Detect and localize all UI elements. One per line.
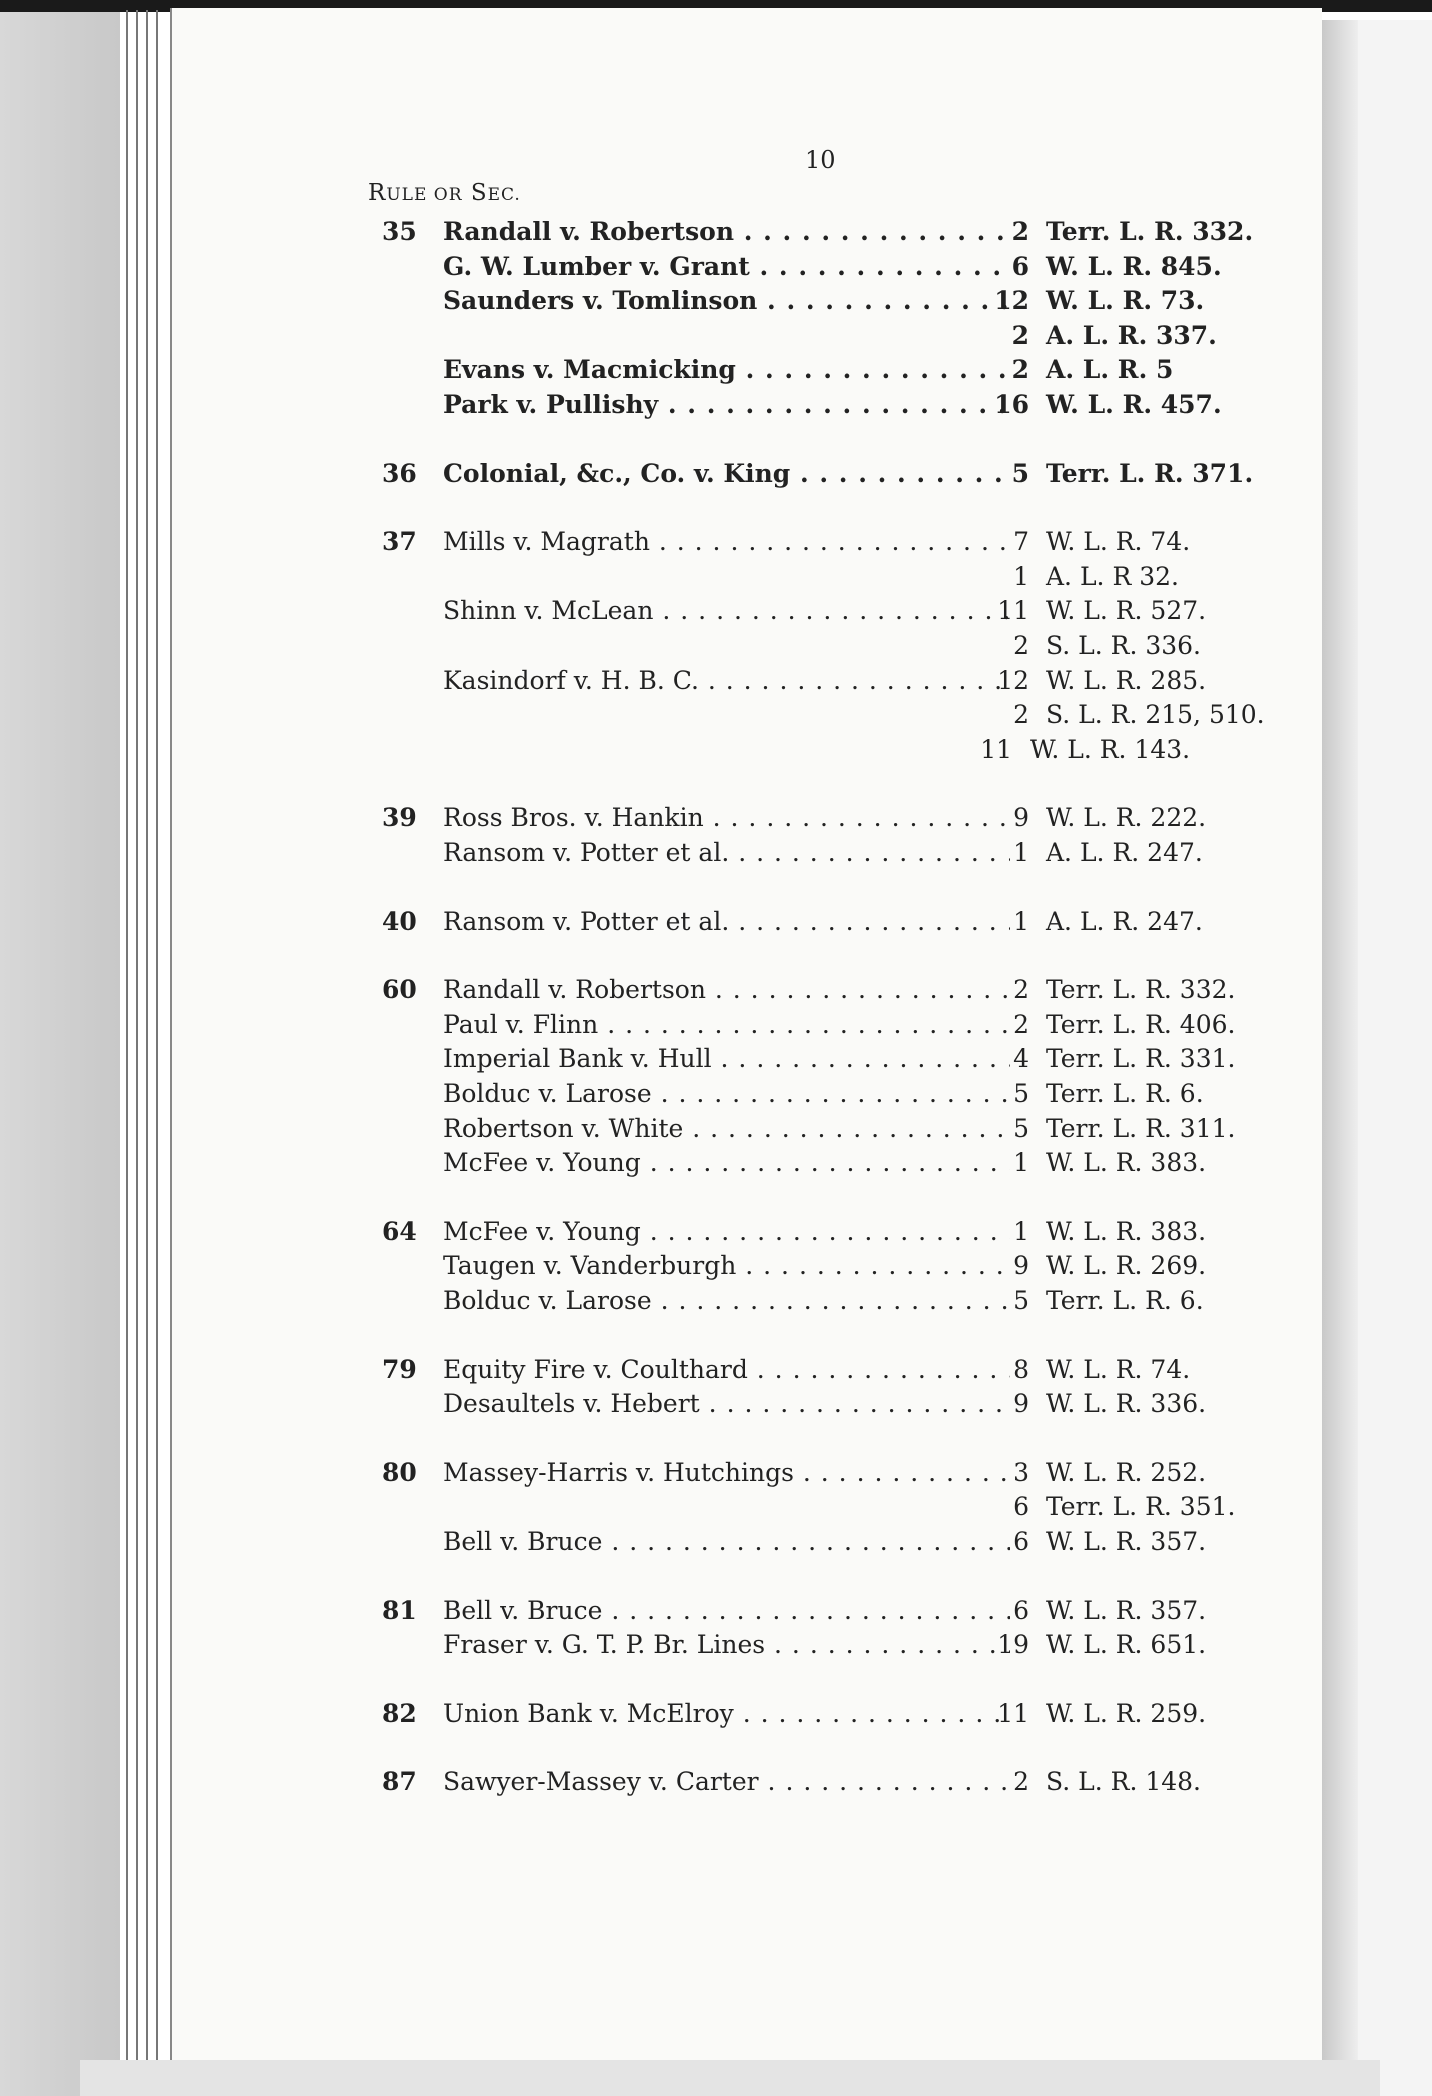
report-volume: 2 (1011, 355, 1029, 385)
case-name: Desaultels v. Hebert . . . (443, 1388, 1010, 1420)
citation-row (0, 1354, 1432, 1386)
report-volume: 4 (1013, 1044, 1029, 1074)
report-volume: 9 (1013, 803, 1029, 833)
report-reference: W. L. R. 845. (1046, 251, 1222, 281)
citation-row (0, 1766, 1432, 1798)
report-volume: 2 (1013, 1767, 1029, 1797)
report-reference: W. L. R. 74. (1046, 1354, 1191, 1384)
page-number: 10 (805, 146, 836, 174)
report-volume: 6 (1013, 1527, 1029, 1556)
case-name: Randall v. Robertson . . . (443, 216, 1010, 248)
report-volume: 11 (997, 1698, 1029, 1728)
report-reference: W. L. R. 357. (1046, 1527, 1207, 1556)
citation-row (0, 1388, 1432, 1420)
report-reference: Terr. L. R. 6. (1046, 1079, 1204, 1108)
report-volume: 2 (1013, 975, 1029, 1005)
report-reference: Terr. L. R. 371. (1046, 458, 1254, 488)
citation-row (0, 1457, 1432, 1489)
case-name: Colonial, &c., Co. v. King . . . (443, 458, 1010, 490)
rule-number: 35 (382, 217, 417, 246)
citation-row (0, 734, 1432, 766)
rule-number: 82 (382, 1698, 417, 1728)
report-reference: Terr. L. R. 6. (1046, 1286, 1204, 1315)
report-reference: W. L. R. 269. (1046, 1251, 1207, 1281)
citation-row (0, 665, 1432, 697)
report-reference: W. L. R. 527. (1046, 596, 1207, 626)
report-volume: 1 (1013, 561, 1029, 591)
citation-row (0, 1250, 1432, 1282)
case-name: Massey-Harris v. Hutchings . . . (443, 1457, 1010, 1489)
report-volume: 11 (980, 734, 1012, 764)
case-name: Park v. Pullishy . . . (443, 389, 1010, 421)
report-reference: Terr. L. R. 311. (1046, 1113, 1236, 1143)
citation-row (0, 561, 1432, 593)
citation-row (0, 1147, 1432, 1179)
case-name: Paul v. Flinn . . . (443, 1009, 1010, 1041)
rule-number: 37 (382, 527, 417, 557)
report-reference: S. L. R. 148. (1046, 1767, 1202, 1797)
citation-row (0, 906, 1432, 938)
report-volume: 8 (1013, 1354, 1029, 1384)
case-name: Mills v. Magrath . . . (443, 526, 1010, 558)
report-volume: 2 (1013, 631, 1029, 660)
report-volume: 9 (1013, 1389, 1029, 1419)
citation-row (0, 837, 1432, 869)
report-volume: 6 (1013, 1492, 1029, 1522)
report-volume: 2 (1011, 217, 1029, 246)
report-reference: A. L. R 32. (1046, 561, 1179, 591)
report-reference: W. L. R. 383. (1046, 1148, 1207, 1178)
rule-number: 81 (382, 1595, 417, 1625)
report-reference: W. L. R. 285. (1046, 665, 1207, 695)
citation-row (0, 526, 1432, 558)
case-name: Union Bank v. McElroy . . . (443, 1698, 1010, 1730)
report-reference: W. L. R. 222. (1046, 803, 1207, 833)
report-reference: Terr. L. R. 332. (1046, 975, 1236, 1005)
citation-row (0, 216, 1432, 248)
column-header-rest: ULE OR (386, 185, 463, 205)
report-volume: 5 (1013, 1113, 1029, 1143)
case-name: Robertson v. White . . . (443, 1113, 1010, 1145)
report-volume: 1 (1013, 1216, 1029, 1246)
rule-number: 64 (382, 1216, 417, 1246)
report-reference: A. L. R. 5 (1046, 355, 1174, 385)
report-reference: W. L. R. 73. (1046, 286, 1205, 316)
report-volume: 7 (1013, 527, 1029, 557)
report-reference: S. L. R. 336. (1046, 631, 1202, 660)
report-reference: W. L. R. 252. (1046, 1457, 1207, 1487)
column-header-initial: R (368, 180, 387, 206)
case-name: Ransom v. Potter et al. . . . (443, 837, 1010, 869)
case-name: G. W. Lumber v. Grant . . . (443, 251, 1010, 283)
report-volume: 11 (997, 596, 1029, 626)
report-reference: W. L. R. 336. (1046, 1389, 1207, 1419)
citation-row (0, 389, 1432, 421)
report-volume: 1 (1013, 838, 1029, 867)
rule-number: 79 (382, 1354, 417, 1384)
citation-row (0, 285, 1432, 317)
report-reference: Terr. L. R. 331. (1046, 1044, 1236, 1074)
rule-number: 60 (382, 975, 417, 1005)
report-reference: Terr. L. R. 332. (1046, 217, 1254, 246)
report-volume: 19 (997, 1630, 1029, 1660)
case-name: Bell v. Bruce . . . (443, 1526, 1010, 1558)
citation-row (0, 1526, 1432, 1558)
case-name: Shinn v. McLean . . . (443, 595, 1010, 627)
case-name: Bell v. Bruce . . . (443, 1595, 1010, 1627)
report-volume: 16 (994, 390, 1029, 419)
rule-number: 80 (382, 1457, 417, 1487)
case-name: Imperial Bank v. Hull . . . (443, 1043, 1010, 1075)
rule-number: 87 (382, 1767, 417, 1797)
citation-row (0, 251, 1432, 283)
report-volume: 12 (994, 286, 1029, 316)
report-volume: 12 (997, 665, 1029, 695)
case-name: Equity Fire v. Coulthard . . . (443, 1354, 1010, 1386)
case-name: Sawyer-Massey v. Carter . . . (443, 1766, 1010, 1798)
report-reference: A. L. R. 247. (1046, 838, 1203, 867)
report-reference: W. L. R. 143. (1030, 734, 1191, 764)
report-volume: 2 (1013, 1009, 1029, 1039)
report-volume: 1 (1013, 1148, 1029, 1178)
citation-row (0, 1698, 1432, 1730)
report-volume: 1 (1013, 906, 1029, 936)
case-name: Bolduc v. Larose . . . (443, 1078, 1010, 1110)
citation-row (0, 1078, 1432, 1110)
report-reference: W. L. R. 383. (1046, 1216, 1207, 1246)
report-reference: A. L. R. 247. (1046, 906, 1203, 936)
case-name: Kasindorf v. H. B. C. . . . (443, 665, 1010, 697)
case-name: Evans v. Macmicking . . . (443, 354, 1010, 386)
report-reference: A. L. R. 337. (1046, 320, 1217, 350)
case-name: McFee v. Young . . . (443, 1147, 1010, 1179)
case-name: Taugen v. Vanderburgh . . . (443, 1250, 1010, 1282)
case-name: Randall v. Robertson . . . (443, 974, 1010, 1006)
citation-row (0, 699, 1432, 731)
citation-row (0, 802, 1432, 834)
report-volume: 6 (1011, 251, 1029, 281)
case-name: Ross Bros. v. Hankin . . . (443, 802, 1010, 834)
report-volume: 6 (1013, 1595, 1029, 1625)
report-volume: 5 (1011, 458, 1029, 488)
column-header (368, 180, 521, 206)
case-name: McFee v. Young . . . (443, 1216, 1010, 1248)
citation-row (0, 354, 1432, 386)
case-name: Bolduc v. Larose . . . (443, 1285, 1010, 1317)
report-volume: 2 (1011, 320, 1029, 350)
report-reference: W. L. R. 457. (1046, 390, 1222, 419)
citation-row (0, 630, 1432, 662)
report-reference: W. L. R. 74. (1046, 527, 1191, 557)
report-volume: 9 (1013, 1251, 1029, 1281)
rule-number: 40 (382, 906, 417, 936)
citation-row (0, 974, 1432, 1006)
case-name: Fraser v. G. T. P. Br. Lines . . . (443, 1629, 1010, 1661)
rule-number: 39 (382, 803, 417, 833)
report-volume: 5 (1013, 1079, 1029, 1108)
report-reference: W. L. R. 357. (1046, 1595, 1207, 1625)
report-volume: 3 (1013, 1457, 1029, 1487)
case-name: Ransom v. Potter et al. . . . (443, 906, 1010, 938)
report-reference: S. L. R. 215, 510. (1046, 700, 1265, 730)
report-reference: Terr. L. R. 406. (1046, 1009, 1236, 1039)
column-header-rest: EC. (487, 185, 521, 205)
report-reference: W. L. R. 259. (1046, 1698, 1207, 1728)
report-reference: Terr. L. R. 351. (1046, 1492, 1236, 1522)
rule-number: 36 (382, 458, 417, 488)
citation-row (0, 595, 1432, 627)
report-reference: W. L. R. 651. (1046, 1630, 1207, 1660)
citation-row (0, 1629, 1432, 1661)
citation-row (0, 1595, 1432, 1627)
citation-row (0, 1216, 1432, 1248)
citation-row (0, 1113, 1432, 1145)
citation-row (0, 1285, 1432, 1317)
report-volume: 5 (1013, 1286, 1029, 1315)
citation-row (0, 1491, 1432, 1523)
citation-row (0, 1043, 1432, 1075)
report-volume: 2 (1013, 700, 1029, 730)
citation-row (0, 320, 1432, 352)
case-name: Saunders v. Tomlinson . . . (443, 285, 1010, 317)
column-header-initial: S (470, 180, 488, 206)
citation-row (0, 1009, 1432, 1041)
citation-row (0, 458, 1432, 490)
